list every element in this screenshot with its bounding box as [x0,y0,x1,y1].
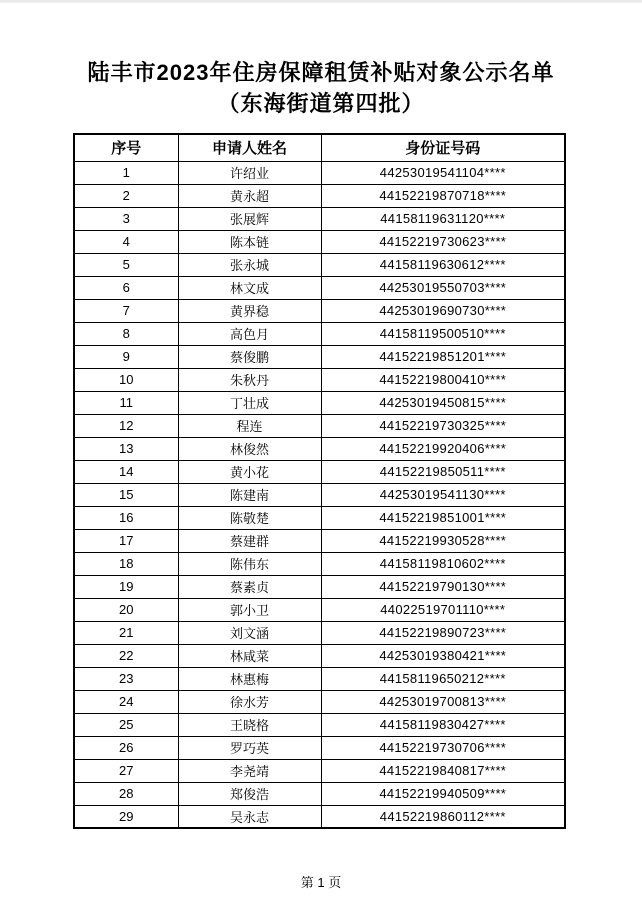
table-row [74,690,565,713]
table-row [74,161,565,184]
table-row [74,506,565,529]
table-row [74,253,565,276]
cell-id-number: 44152219840817**** [321,759,565,782]
cell-serial-number: 15 [74,483,178,506]
viewer-top-edge [0,0,642,3]
table-row [74,483,565,506]
table-row [74,276,565,299]
cell-serial-number: 21 [74,621,178,644]
cell-serial-number: 13 [74,437,178,460]
cell-applicant-name: 黄小花 [178,460,321,483]
cell-applicant-name: 陈伟东 [178,552,321,575]
subsidy-recipient-table [73,133,566,829]
cell-applicant-name: 朱秋丹 [178,368,321,391]
cell-serial-number: 23 [74,667,178,690]
cell-applicant-name: 高色月 [178,322,321,345]
cell-id-number: 44152219730706**** [321,736,565,759]
cell-id-number: 44152219730325**** [321,414,565,437]
table-row [74,736,565,759]
cell-serial-number: 10 [74,368,178,391]
cell-serial-number: 6 [74,276,178,299]
cell-serial-number: 19 [74,575,178,598]
cell-applicant-name: 李尧靖 [178,759,321,782]
cell-applicant-name: 陈敬楚 [178,506,321,529]
cell-applicant-name: 郑俊浩 [178,782,321,805]
table-body [74,161,565,828]
cell-applicant-name: 许绍业 [178,161,321,184]
table-row [74,621,565,644]
table-row [74,575,565,598]
cell-id-number: 44152219940509**** [321,782,565,805]
table-row [74,391,565,414]
cell-id-number: 44152219860112**** [321,805,565,828]
table-row [74,414,565,437]
table-row [74,667,565,690]
table-row [74,598,565,621]
cell-id-number: 44152219730623**** [321,230,565,253]
cell-applicant-name: 陈建南 [178,483,321,506]
cell-applicant-name: 林惠梅 [178,667,321,690]
cell-applicant-name: 徐水芳 [178,690,321,713]
cell-serial-number: 8 [74,322,178,345]
cell-applicant-name: 丁壮成 [178,391,321,414]
cell-serial-number: 22 [74,644,178,667]
cell-serial-number: 14 [74,460,178,483]
cell-id-number: 44152219890723**** [321,621,565,644]
cell-serial-number: 28 [74,782,178,805]
document-title [0,57,642,119]
cell-applicant-name: 蔡俊鹏 [178,345,321,368]
table-row [74,368,565,391]
cell-serial-number: 5 [74,253,178,276]
cell-applicant-name: 林文成 [178,276,321,299]
cell-id-number: 44158119810602**** [321,552,565,575]
cell-serial-number: 12 [74,414,178,437]
table-row [74,713,565,736]
table-row [74,782,565,805]
cell-applicant-name: 程连 [178,414,321,437]
cell-id-number: 44253019450815**** [321,391,565,414]
table-row [74,299,565,322]
cell-serial-number: 25 [74,713,178,736]
cell-serial-number: 9 [74,345,178,368]
header-id-number: 身份证号码 [321,134,565,161]
cell-applicant-name: 黄永超 [178,184,321,207]
cell-applicant-name: 蔡素贞 [178,575,321,598]
cell-id-number: 44152219790130**** [321,575,565,598]
table-row [74,644,565,667]
cell-serial-number: 24 [74,690,178,713]
table-header-row [74,134,565,161]
cell-applicant-name: 张展辉 [178,207,321,230]
cell-id-number: 44253019550703**** [321,276,565,299]
cell-applicant-name: 郭小卫 [178,598,321,621]
cell-id-number: 44158119830427**** [321,713,565,736]
cell-serial-number: 1 [74,161,178,184]
table-row [74,345,565,368]
cell-id-number: 44152219851001**** [321,506,565,529]
cell-id-number: 44152219800410**** [321,368,565,391]
cell-serial-number: 26 [74,736,178,759]
cell-id-number: 44158119630612**** [321,253,565,276]
cell-id-number: 44158119650212**** [321,667,565,690]
cell-applicant-name: 陈本链 [178,230,321,253]
cell-applicant-name: 刘文涵 [178,621,321,644]
cell-id-number: 44253019541130**** [321,483,565,506]
cell-serial-number: 17 [74,529,178,552]
cell-serial-number: 16 [74,506,178,529]
cell-id-number: 44253019690730**** [321,299,565,322]
cell-serial-number: 7 [74,299,178,322]
cell-applicant-name: 罗巧英 [178,736,321,759]
cell-serial-number: 27 [74,759,178,782]
title-line-1: 陆丰市2023年住房保障租赁补贴对象公示名单 [87,60,555,85]
cell-applicant-name: 吴永志 [178,805,321,828]
cell-id-number: 44158119500510**** [321,322,565,345]
cell-applicant-name: 林咸菜 [178,644,321,667]
cell-applicant-name: 王晓格 [178,713,321,736]
cell-id-number: 44253019380421**** [321,644,565,667]
cell-id-number: 44158119631120**** [321,207,565,230]
table-row [74,207,565,230]
header-serial-number: 序号 [74,134,178,161]
cell-serial-number: 3 [74,207,178,230]
table-row [74,805,565,828]
cell-serial-number: 2 [74,184,178,207]
table-row [74,184,565,207]
title-line-2: （东海街道第四批） [217,91,425,116]
table-row [74,759,565,782]
cell-id-number: 44152219851201**** [321,345,565,368]
cell-serial-number: 4 [74,230,178,253]
cell-applicant-name: 蔡建群 [178,529,321,552]
page-number-footer: 第 1 页 [300,875,342,890]
cell-id-number: 44152219920406**** [321,437,565,460]
cell-applicant-name: 黄界稳 [178,299,321,322]
cell-serial-number: 18 [74,552,178,575]
cell-id-number: 44022519701110**** [321,598,565,621]
table-row [74,437,565,460]
cell-serial-number: 20 [74,598,178,621]
cell-id-number: 44253019700813**** [321,690,565,713]
cell-id-number: 44152219930528**** [321,529,565,552]
cell-applicant-name: 林俊然 [178,437,321,460]
table-row [74,230,565,253]
header-applicant-name: 申请人姓名 [178,134,321,161]
cell-id-number: 44253019541104**** [321,161,565,184]
cell-serial-number: 11 [74,391,178,414]
table-row [74,460,565,483]
cell-id-number: 44152219850511**** [321,460,565,483]
cell-serial-number: 29 [74,805,178,828]
table-row [74,322,565,345]
cell-id-number: 44152219870718**** [321,184,565,207]
table-row [74,552,565,575]
cell-applicant-name: 张永城 [178,253,321,276]
table-row [74,529,565,552]
